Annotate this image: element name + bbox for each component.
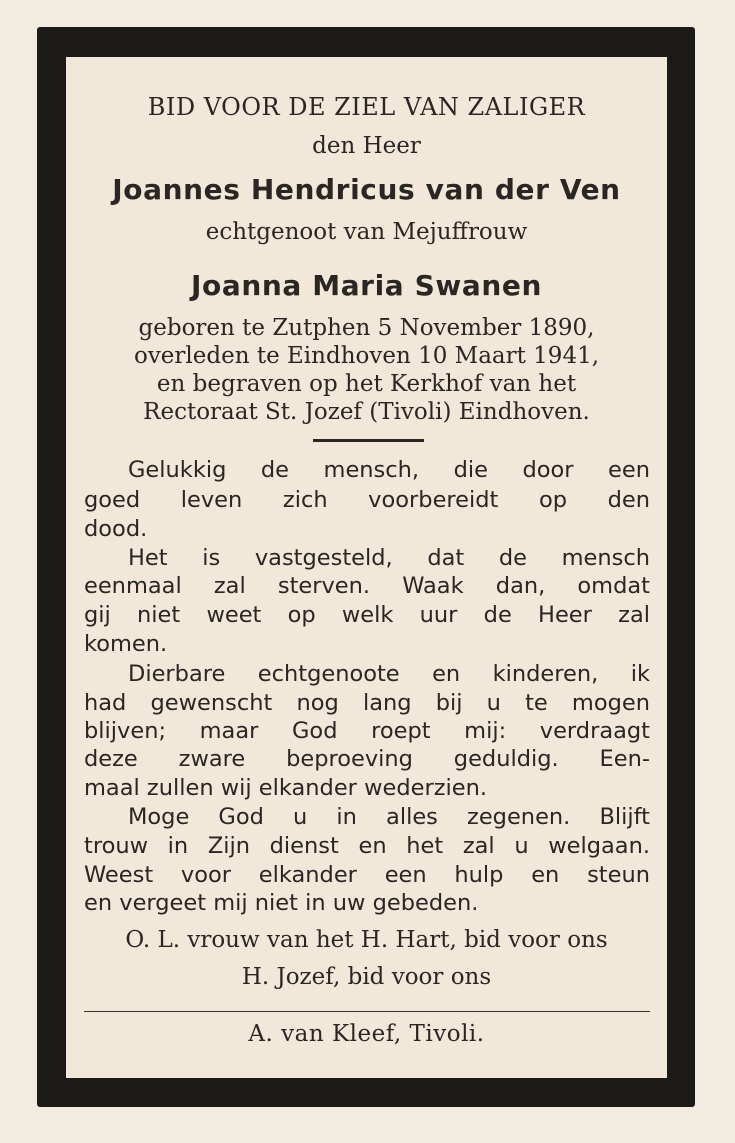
card-heading: BID VOOR DE ZIEL VAN ZALIGER	[147, 93, 586, 121]
card-content	[66, 57, 667, 1078]
prayer-line: goed leven zich voorbereidt op den	[84, 487, 650, 513]
invocation-mary: O. L. vrouw van het H. Hart, bid voor ons	[125, 927, 608, 953]
bio-line: Rectoraat St. Jozef (Tivoli) Eindhoven.	[143, 399, 590, 425]
relation-text: echtgenoot van Mejuffrouw	[205, 219, 528, 245]
bio-line: overleden te Eindhoven 10 Maart 1941,	[133, 343, 600, 369]
prayer-line: Dierbare echtgenoote en kinderen, ik	[128, 661, 650, 687]
bio-line: geboren te Zutphen 5 November 1890,	[138, 315, 595, 341]
prayer-line: maal zullen wij elkander wederzien.	[84, 775, 488, 801]
printer-credit: A. van Kleef, Tivoli.	[248, 1021, 485, 1047]
invocation-joseph: H. Jozef, bid voor ons	[241, 964, 492, 990]
prayer-line: Gelukkig de mensch, die door een	[128, 457, 650, 483]
footer-rule	[84, 1011, 650, 1012]
honorific: den Heer	[312, 133, 421, 159]
prayer-line: blijven; maar God roept mij: verdraagt	[84, 718, 650, 744]
prayer-line: Weest voor elkander een hulp en steun	[84, 862, 650, 888]
prayer-line: Moge God u in alles zegenen. Blijft	[128, 804, 650, 830]
deceased-name: Joannes Hendricus van der Ven	[112, 173, 621, 206]
spouse-name: Joanna Maria Swanen	[190, 269, 543, 302]
prayer-line: komen.	[84, 631, 168, 657]
divider-rule	[313, 439, 424, 442]
prayer-line: gij niet weet op welk uur de Heer zal	[84, 602, 650, 628]
bio-line: en begraven op het Kerkhof van het	[156, 371, 577, 397]
prayer-line: deze zware beproeving geduldig. Een-	[84, 746, 650, 772]
prayer-line: dood.	[84, 516, 148, 542]
prayer-line: had gewenscht nog lang bij u te mogen	[84, 690, 650, 716]
prayer-line: Het is vastgesteld, dat de mensch	[128, 545, 650, 571]
prayer-line: eenmaal zal sterven. Waak dan, omdat	[84, 573, 650, 599]
prayer-line: en vergeet mij niet in uw gebeden.	[84, 890, 479, 916]
prayer-line: trouw in Zijn dienst en het zal u welgaan.	[84, 833, 650, 859]
